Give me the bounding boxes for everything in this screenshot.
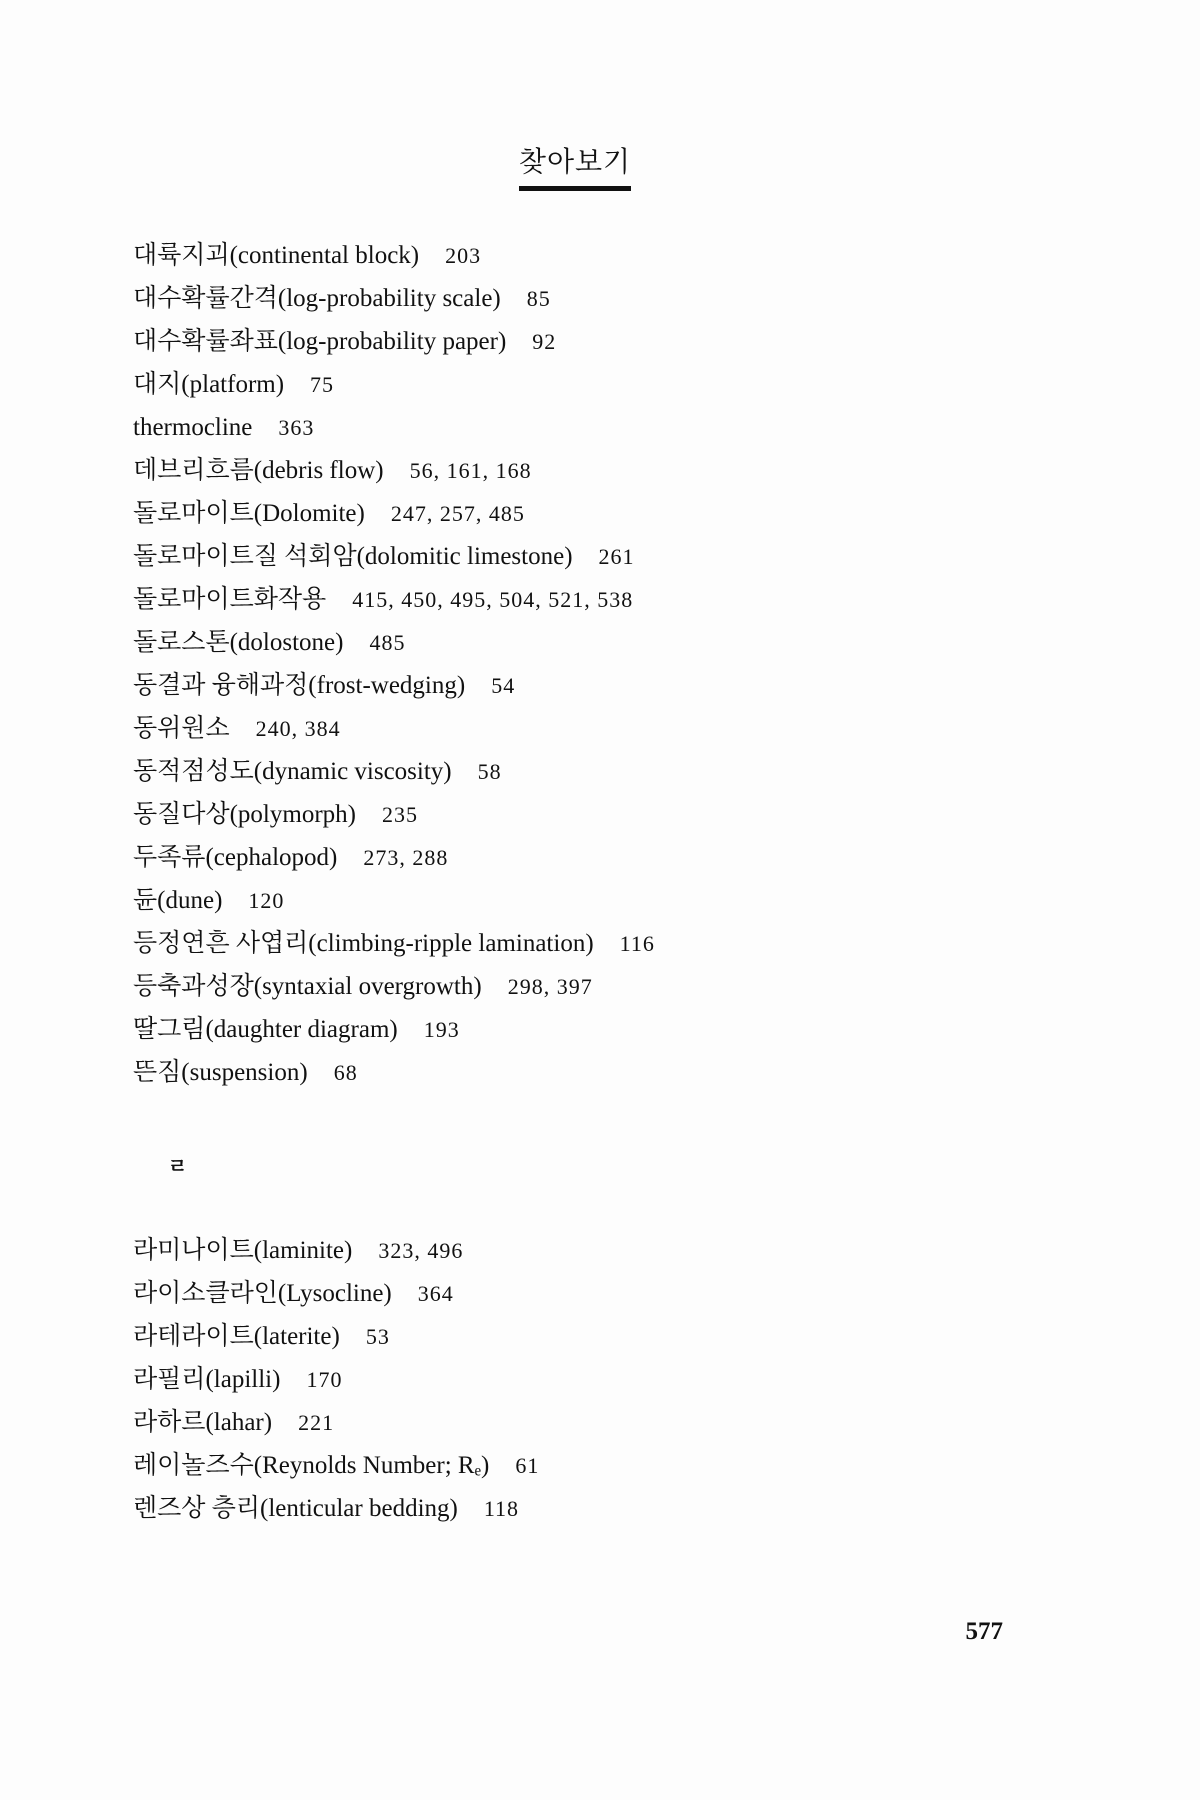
index-pages: 247, 257, 485 <box>390 501 525 526</box>
index-pages: 240, 384 <box>255 716 341 741</box>
index-pages: 58 <box>477 759 502 784</box>
index-pages: 53 <box>365 1324 390 1349</box>
index-pages: 363 <box>278 415 315 440</box>
index-entry <box>133 276 1033 319</box>
index-term: 라필리(lapilli) <box>133 1366 281 1393</box>
index-term: 라미나이트(laminite) <box>133 1237 353 1264</box>
index-pages: 273, 288 <box>363 845 449 870</box>
index-pages: 323, 496 <box>378 1238 464 1263</box>
index-pages: 364 <box>417 1281 454 1306</box>
index-pages: 54 <box>491 673 516 698</box>
index-term: 라하르(lahar) <box>133 1409 273 1436</box>
index-entry <box>133 663 1033 706</box>
index-term: 대수확률좌표(log-probability paper) <box>133 328 507 355</box>
index-term: 돌로마이트화작용 <box>133 586 327 613</box>
index-entry <box>133 1007 1033 1050</box>
index-entry <box>133 964 1033 1007</box>
index-term: 딸그림(daughter diagram) <box>133 1016 398 1043</box>
index-term: 동질다상(polymorph) <box>133 801 356 828</box>
index-term: 돌로스톤(dolostone) <box>133 629 344 656</box>
page-title: 찾아보기 <box>519 140 631 191</box>
index-pages: 261 <box>598 544 635 569</box>
index-entry <box>133 1228 1033 1271</box>
index-term: 뜬짐(suspension) <box>133 1059 308 1086</box>
index-term: 라테라이트(laterite) <box>133 1323 340 1350</box>
index-pages: 221 <box>298 1410 335 1435</box>
index-entry <box>133 1314 1033 1357</box>
section-heading: ㄹ <box>168 1154 188 1178</box>
index-term: 돌로마이트질 석회암(dolomitic limestone) <box>133 543 573 570</box>
index-entry <box>133 1050 1033 1093</box>
index-entry <box>133 534 1033 577</box>
index-term: 등정연흔 사엽리(climbing-ripple lamination) <box>133 930 594 957</box>
index-pages: 56, 161, 168 <box>409 458 532 483</box>
index-entry <box>133 577 1033 620</box>
index-entries-d <box>133 233 1033 1093</box>
index-pages: 485 <box>369 630 406 655</box>
index-entry <box>133 620 1033 663</box>
index-term: 두족류(cephalopod) <box>133 844 338 871</box>
index-term: 듄(dune) <box>133 887 223 914</box>
page-header <box>0 140 1150 191</box>
index-pages: 120 <box>248 888 285 913</box>
index-pages: 415, 450, 495, 504, 521, 538 <box>352 587 634 612</box>
index-term: 동결과 융해과정(frost-wedging) <box>133 672 466 699</box>
index-entry <box>133 233 1033 276</box>
index-pages: 68 <box>333 1060 358 1085</box>
index-term: thermocline <box>133 414 253 441</box>
index-term: 라이소클라인(Lysocline) <box>133 1280 392 1307</box>
index-term: 데브리흐름(debris flow) <box>133 457 384 484</box>
index-entry <box>133 362 1033 405</box>
index-entry <box>133 1400 1033 1443</box>
index-entries-r <box>133 1228 1033 1529</box>
index-entry <box>133 1357 1033 1400</box>
index-entry <box>133 792 1033 835</box>
index-term: 동적점성도(dynamic viscosity) <box>133 758 452 785</box>
index-term: 동위원소 <box>133 715 230 742</box>
page-number: 577 <box>965 1618 1003 1645</box>
index-entry <box>133 1486 1033 1529</box>
index-entry <box>133 405 1033 448</box>
index-pages: 298, 397 <box>507 974 593 999</box>
index-term: 등축과성장(syntaxial overgrowth) <box>133 973 482 1000</box>
index-pages: 61 <box>515 1453 540 1478</box>
index-entry <box>133 448 1033 491</box>
index-entry <box>133 1271 1033 1314</box>
index-pages: 118 <box>483 1496 520 1521</box>
index-term: 대지(platform) <box>133 371 285 398</box>
index-term: 대륙지괴(continental block) <box>133 242 420 269</box>
index-entry <box>133 835 1033 878</box>
index-entry <box>133 1443 1033 1486</box>
index-term: 레이놀즈수(Reynolds Number; Rₑ) <box>133 1452 490 1479</box>
index-term: 대수확률간격(log-probability scale) <box>133 285 501 312</box>
index-entry <box>133 319 1033 362</box>
index-entry <box>133 878 1033 921</box>
index-entry <box>133 706 1033 749</box>
index-pages: 92 <box>532 329 557 354</box>
index-pages: 75 <box>310 372 335 397</box>
index-pages: 116 <box>619 931 655 956</box>
index-entry <box>133 749 1033 792</box>
index-pages: 235 <box>381 802 418 827</box>
index-term: 렌즈상 층리(lenticular bedding) <box>133 1495 458 1522</box>
index-pages: 170 <box>306 1367 343 1392</box>
index-pages: 85 <box>526 286 551 311</box>
index-entry <box>133 921 1033 964</box>
index-entry <box>133 491 1033 534</box>
index-term: 돌로마이트(Dolomite) <box>133 500 365 527</box>
index-pages: 203 <box>445 243 482 268</box>
index-pages: 193 <box>423 1017 460 1042</box>
